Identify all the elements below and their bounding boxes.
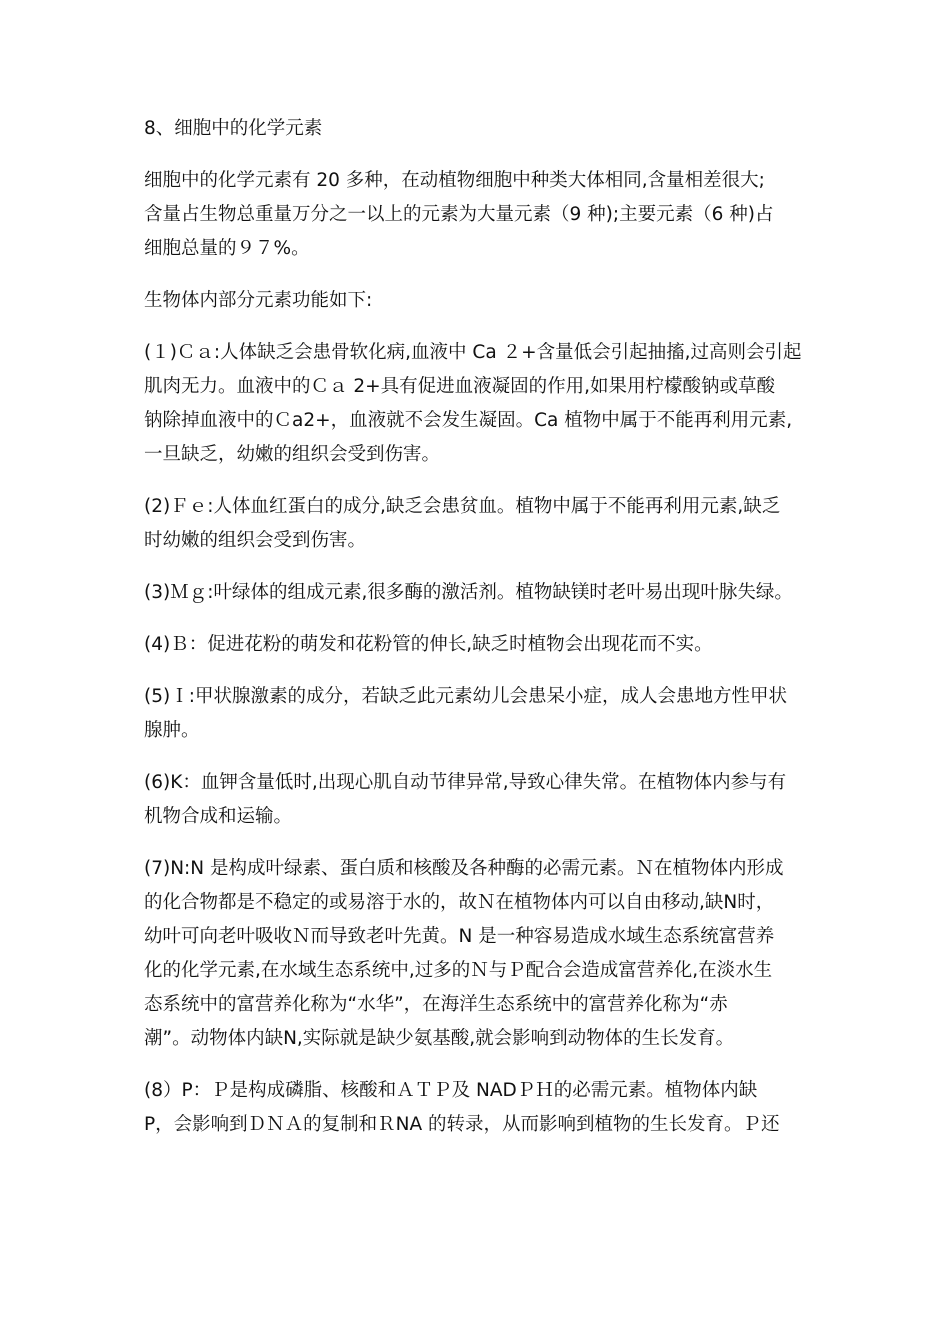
paragraph-calcium xyxy=(144,336,812,472)
text-line: (１)Ｃａ:人体缺乏会患骨软化病,血液中 Ca ２+含量低会引起抽搐,过高则会引起 xyxy=(144,342,802,363)
paragraph-potassium xyxy=(144,766,812,834)
text-line: 态系统中的富营养化称为“水华”，在海洋生态系统中的富营养化称为“赤 xyxy=(144,994,728,1015)
text-line: 化的化学元素,在水域生态系统中,过多的Ｎ与Ｐ配合会造成富营养化,在淡水生 xyxy=(144,960,773,981)
paragraph-phosphorus xyxy=(144,1074,812,1142)
paragraph-magnesium xyxy=(144,576,812,610)
paragraph-overview xyxy=(144,164,812,266)
text-line: (3)Ｍｇ:叶绿体的组成元素,很多酶的激活剂。植物缺镁时老叶易出现叶脉失绿。 xyxy=(144,582,793,603)
text-line: 腺肿。 xyxy=(144,720,200,741)
text-line: 一旦缺乏，幼嫩的组织会受到伤害。 xyxy=(144,444,441,465)
text-line: 钠除掉血液中的Ｃa2+，血液就不会发生凝固。Ca 植物中属于不能再利用元素, xyxy=(144,410,793,431)
text-line: 肌肉无力。血液中的Ｃａ 2+具有促进血液凝固的作用,如果用柠檬酸钠或草酸 xyxy=(144,376,776,397)
text-line: (6)K：血钾含量低时,出现心肌自动节律异常,导致心律失常。在植物体内参与有 xyxy=(144,772,787,793)
document-page xyxy=(144,112,812,1160)
text-line: (2)Ｆｅ:人体血红蛋白的成分,缺乏会患贫血。植物中属于不能再利用元素,缺乏 xyxy=(144,496,781,517)
text-line: 生物体内部分元素功能如下: xyxy=(144,290,373,311)
text-line: (4)Ｂ：促进花粉的萌发和花粉管的伸长,缺乏时植物会出现花而不实。 xyxy=(144,634,713,655)
section-heading: 8、细胞中的化学元素 xyxy=(144,118,323,139)
paragraph-boron xyxy=(144,628,812,662)
text-line: 时幼嫩的组织会受到伤害。 xyxy=(144,530,367,551)
text-line: 细胞中的化学元素有 20 多种，在动植物细胞中种类大体相同,含量相差很大; xyxy=(144,170,765,191)
text-line: 机物合成和运输。 xyxy=(144,806,293,827)
text-line: (8）P：Ｐ是构成磷脂、核酸和ＡＴＰ及 NADＰＨ的必需元素。植物体内缺 xyxy=(144,1080,758,1101)
text-line: (7)N:N 是构成叶绿素、蛋白质和核酸及各种酶的必需元素。Ｎ在植物体内形成 xyxy=(144,858,784,879)
text-line: 细胞总量的９７%。 xyxy=(144,238,310,259)
paragraph-iodine xyxy=(144,680,812,748)
paragraph-intro xyxy=(144,284,812,318)
text-line: 潮”。动物体内缺N,实际就是缺少氨基酸,就会影响到动物体的生长发育。 xyxy=(144,1028,735,1049)
text-line: P，会影响到ＤＮＡ的复制和ＲNA 的转录，从而影响到植物的生长发育。Ｐ还 xyxy=(144,1114,780,1135)
paragraph-iron xyxy=(144,490,812,558)
text-line: (5)Ｉ:甲状腺激素的成分，若缺乏此元素幼儿会患呆小症，成人会患地方性甲状 xyxy=(144,686,787,707)
text-line: 含量占生物总重量万分之一以上的元素为大量元素（9 种);主要元素（6 种)占 xyxy=(144,204,774,225)
paragraph-nitrogen xyxy=(144,852,812,1056)
text-line: 的化合物都是不稳定的或易溶于水的，故Ｎ在植物体内可以自由移动,缺N时， xyxy=(144,892,775,913)
text-line: 幼叶可向老叶吸收Ｎ而导致老叶先黄。N 是一种容易造成水域生态系统富营养 xyxy=(144,926,775,947)
